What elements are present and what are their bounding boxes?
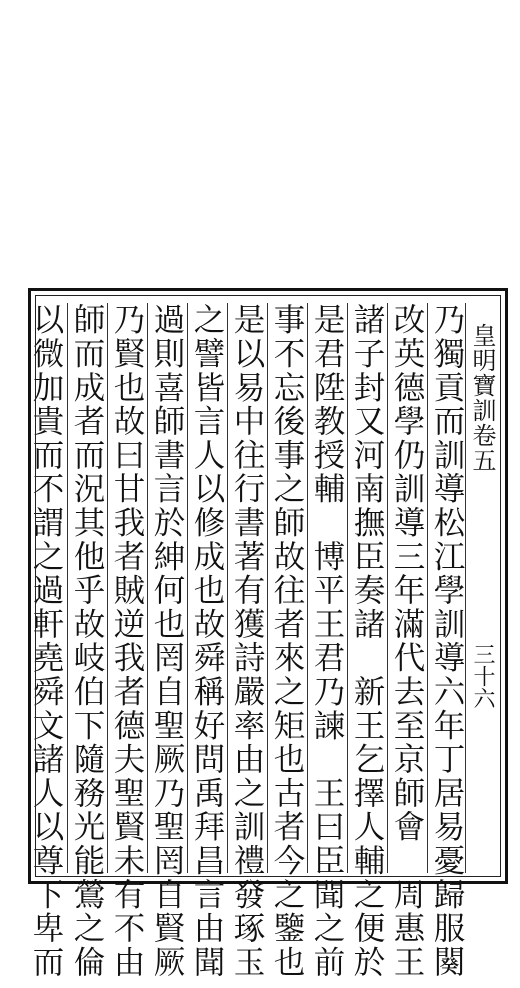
- column-text: 師而成者而況其他乎故岐伯下隨務光能鶯之倫: [69, 303, 105, 979]
- column-text: 以微加貴而不謂之過軒堯舜文諸人以尊下卑而: [28, 303, 64, 979]
- column-text: 事不忘後事之師故往者來之矩也古者今之鑒也: [269, 303, 305, 979]
- text-column: [387, 303, 425, 979]
- text-column: [267, 303, 305, 979]
- column-text: 之譬皆言人以修成也故舜稱好問禹拜昌言由聞: [189, 303, 225, 979]
- folio-number: 三十六: [470, 643, 495, 709]
- book-title: 皇明寶訓卷五: [468, 323, 496, 473]
- book-page: [28, 288, 508, 979]
- text-column: [427, 303, 465, 979]
- text-column: [27, 303, 65, 979]
- text-column: [187, 303, 225, 979]
- column-text: 乃獨貢而訓導松江學訓導六年丁居易憂歸服闋: [429, 303, 465, 979]
- page-margin-column: [465, 303, 499, 873]
- column-text: 改英德學仍訓導三年滿代去至京師會 周惠王: [389, 303, 425, 979]
- text-column: [347, 303, 385, 979]
- text-column: [67, 303, 105, 979]
- column-text: 乃賢也故曰甘我者賊逆我者德夫聖賢未有不由: [109, 303, 145, 979]
- column-text: 是君陞教授輔 博平王君乃諫 王曰臣聞之前: [309, 303, 345, 979]
- text-column: [227, 303, 265, 979]
- text-column: [147, 303, 185, 979]
- text-column: [107, 303, 145, 979]
- column-text: 諸子封又河南撫臣奏諸 新王乞擇人輔之便於: [349, 303, 385, 979]
- text-column: [307, 303, 345, 979]
- column-text: 是以易中往行書著有獲詩嚴率由之訓禮發琢玉: [229, 303, 265, 979]
- column-text: 過則喜師書言於紳何也罔自聖厥乃聖罔自賢厥: [149, 303, 185, 979]
